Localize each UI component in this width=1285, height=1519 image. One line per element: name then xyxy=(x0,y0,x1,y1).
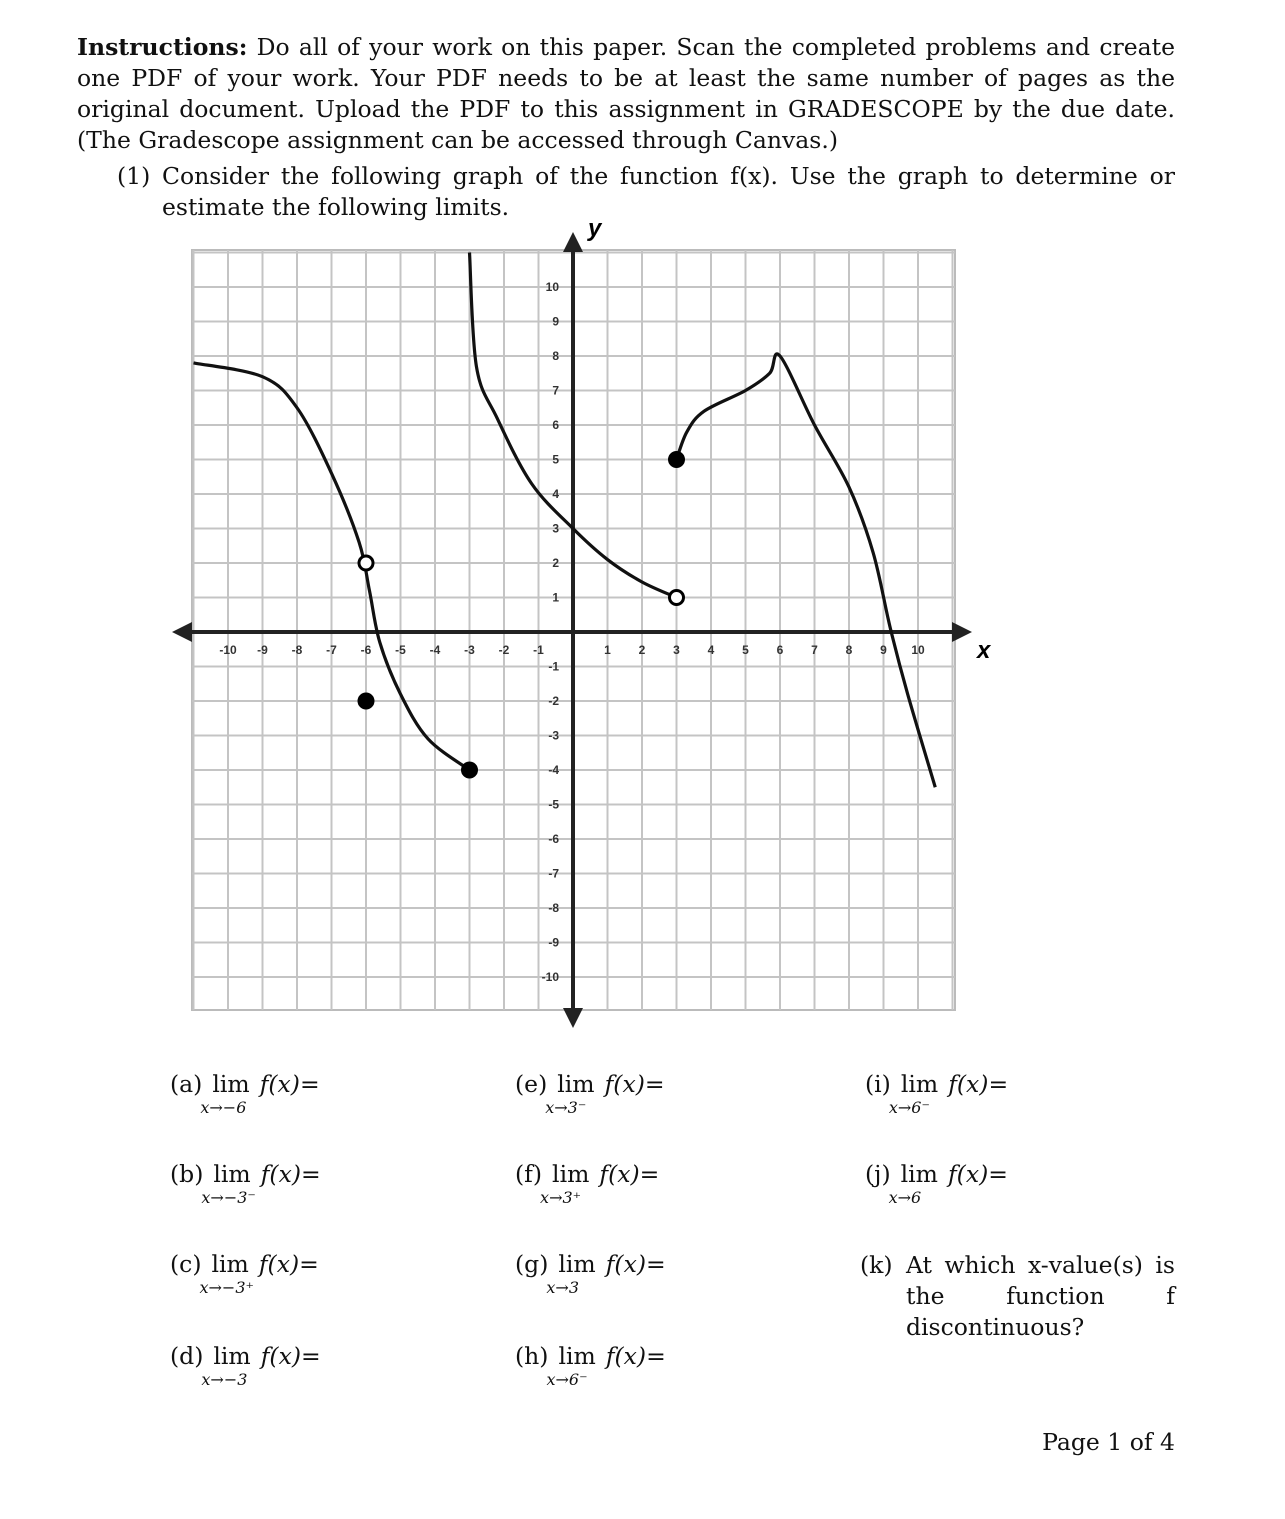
limit-question xyxy=(515,1160,660,1207)
limit-word: lim xyxy=(213,1342,251,1370)
limit-expression: f(x)= xyxy=(604,1070,665,1098)
question-k xyxy=(860,1250,1175,1343)
limit-word: lim xyxy=(900,1070,939,1098)
x-tick-label: -6 xyxy=(360,643,372,657)
y-tick-label: 4 xyxy=(552,487,559,501)
x-tick-label: -5 xyxy=(395,643,406,657)
limit-word: lim xyxy=(558,1250,596,1278)
limit-operator xyxy=(888,1070,939,1117)
y-tick-label: 9 xyxy=(552,314,559,329)
limit-question xyxy=(865,1160,1008,1207)
limit-label: (h) xyxy=(515,1342,549,1370)
limit-expression: f(x)= xyxy=(948,1070,1009,1098)
y-axis-arrow-down-icon xyxy=(563,1008,583,1028)
limit-expression: f(x)= xyxy=(947,1160,1008,1188)
limit-subscript: x→6 xyxy=(888,1188,922,1207)
limit-question xyxy=(170,1160,321,1207)
limit-expression: f(x)= xyxy=(605,1250,666,1278)
x-tick-label: -9 xyxy=(257,643,268,657)
limit-operator xyxy=(545,1070,595,1117)
x-tick-label: 1 xyxy=(604,643,611,657)
limit-operator xyxy=(546,1250,596,1297)
limit-subscript: x→−3 xyxy=(201,1370,248,1389)
y-tick-label: 8 xyxy=(552,349,559,363)
y-tick-label: 6 xyxy=(552,418,559,432)
page-number: Page 1 of 4 xyxy=(1042,1428,1175,1456)
limit-word: lim xyxy=(552,1160,590,1188)
limit-subscript: x→−3⁻ xyxy=(201,1188,256,1207)
limit-operator xyxy=(199,1250,254,1297)
y-tick-label: -7 xyxy=(548,866,559,881)
limit-subscript: x→−3⁺ xyxy=(199,1278,254,1297)
x-tick-label: 8 xyxy=(845,643,853,657)
x-tick-label: 4 xyxy=(707,643,715,657)
limit-label: (d) xyxy=(170,1342,204,1370)
limit-label: (i) xyxy=(865,1070,891,1098)
y-tick-label: -3 xyxy=(548,728,559,743)
question-1-number: (1) xyxy=(117,162,151,190)
x-tick-label: 10 xyxy=(911,643,925,657)
limit-subscript: x→3⁻ xyxy=(545,1098,587,1117)
question-1-text: Consider the following graph of the function f(x). Use the graph to determine or estimate the following limits. xyxy=(162,162,1175,221)
x-tick-label: -8 xyxy=(291,643,303,657)
y-tick-label: 10 xyxy=(545,280,559,294)
x-tick-label: 5 xyxy=(742,643,749,657)
x-tick-label: 7 xyxy=(811,643,818,657)
question-k-label: (k) xyxy=(860,1251,893,1279)
y-tick-label: 7 xyxy=(552,383,559,398)
limit-expression: f(x)= xyxy=(258,1250,319,1278)
limit-word: lim xyxy=(557,1070,595,1098)
instructions-body: Do all of your work on this paper. Scan the completed problems and create one PDF of your work. Your PDF needs to be at least the same number of pages as the original document. Upload the PDF to this assignment in GRADESCOPE by the due date. (The Gradescope assignment can be accessed through Canvas.) xyxy=(77,33,1175,154)
limit-expression: f(x)= xyxy=(599,1160,660,1188)
closed-point xyxy=(359,694,373,708)
y-tick-label: -6 xyxy=(548,832,559,846)
limit-expression: f(x)= xyxy=(260,1342,321,1370)
limit-operator xyxy=(200,1070,250,1117)
limit-label: (g) xyxy=(515,1250,549,1278)
x-tick-label: -10 xyxy=(219,643,237,657)
x-tick-label: -3 xyxy=(464,643,475,657)
x-axis-label: x xyxy=(977,637,991,664)
limit-question xyxy=(515,1342,666,1389)
x-tick-label: 3 xyxy=(673,643,680,657)
y-tick-label: -1 xyxy=(548,659,559,674)
limit-label: (a) xyxy=(170,1070,203,1098)
limit-label: (j) xyxy=(865,1160,891,1188)
limit-subscript: x→−6 xyxy=(200,1098,247,1117)
y-tick-label: -10 xyxy=(541,970,559,984)
limit-operator xyxy=(888,1160,938,1207)
x-tick-label: 9 xyxy=(880,643,887,657)
limit-word: lim xyxy=(211,1250,249,1278)
y-tick-label: -5 xyxy=(548,797,559,812)
limit-operator xyxy=(201,1160,256,1207)
limit-subscript: x→3⁺ xyxy=(540,1188,582,1207)
limit-word: lim xyxy=(900,1160,938,1188)
closed-point xyxy=(670,453,684,467)
y-tick-label: 3 xyxy=(552,521,559,536)
limit-operator xyxy=(540,1160,590,1207)
limit-question xyxy=(515,1250,666,1297)
y-axis-arrow-up-icon xyxy=(563,232,583,252)
limit-question xyxy=(170,1070,320,1117)
x-tick-label: -4 xyxy=(429,643,441,657)
limit-operator xyxy=(201,1342,251,1389)
y-tick-label: -2 xyxy=(548,694,559,708)
y-axis-label: y xyxy=(588,215,602,242)
limit-expression: f(x)= xyxy=(605,1342,666,1370)
y-tick-label: 1 xyxy=(552,590,559,605)
limit-expression: f(x)= xyxy=(260,1160,321,1188)
limit-word: lim xyxy=(213,1160,251,1188)
x-tick-label: 2 xyxy=(638,643,646,657)
limit-operator xyxy=(546,1342,596,1389)
limit-expression: f(x)= xyxy=(259,1070,320,1098)
limit-subscript: x→6⁻ xyxy=(888,1098,930,1117)
limit-label: (b) xyxy=(170,1160,204,1188)
limit-question xyxy=(170,1250,319,1297)
x-tick-label: -2 xyxy=(498,643,510,657)
limit-question xyxy=(515,1070,665,1117)
x-tick-label: -1 xyxy=(533,643,544,657)
limit-word: lim xyxy=(558,1342,596,1370)
y-tick-label: 2 xyxy=(552,556,559,570)
x-axis-arrow-left-icon xyxy=(172,622,192,642)
instructions-heading: Instructions: xyxy=(77,33,248,61)
limit-label: (e) xyxy=(515,1070,548,1098)
x-axis-arrow-right-icon xyxy=(952,622,972,642)
question-k-text: At which x-value(s) is the function f discontinuous? xyxy=(906,1251,1175,1341)
y-tick-label: -8 xyxy=(548,901,559,915)
open-point xyxy=(359,556,373,570)
limit-subscript: x→3 xyxy=(546,1278,579,1297)
y-tick-label: -4 xyxy=(548,763,559,777)
limit-question xyxy=(865,1070,1009,1117)
x-tick-label: -7 xyxy=(326,643,337,657)
y-tick-label: -9 xyxy=(548,935,559,950)
limit-question xyxy=(170,1342,321,1389)
x-tick-label: 6 xyxy=(776,643,784,657)
limit-subscript: x→6⁻ xyxy=(546,1370,588,1389)
closed-point xyxy=(463,763,477,777)
limit-word: lim xyxy=(212,1070,250,1098)
limit-label: (c) xyxy=(170,1250,202,1278)
y-tick-label: 5 xyxy=(552,452,559,467)
limit-label: (f) xyxy=(515,1160,543,1188)
open-point xyxy=(670,591,684,605)
